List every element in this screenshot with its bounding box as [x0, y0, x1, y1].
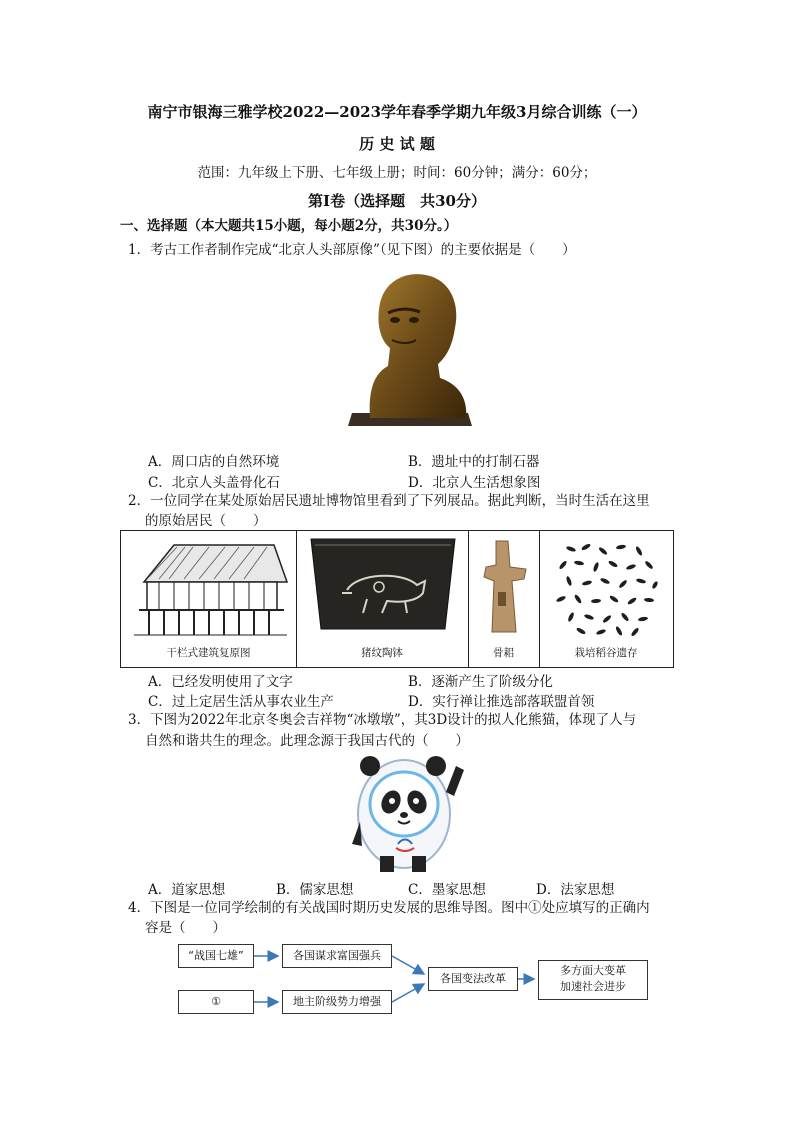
- exam-title: 南宁市银海三雅学校2022—2023学年春季学期九年级3月综合训练（一）: [147, 103, 647, 121]
- q1-option-c: C．北京人头盖骨化石: [148, 475, 280, 491]
- caption-stilt-house: 干栏式建筑复原图: [166, 647, 251, 659]
- q3-stem-line1: 3．下图为2022年北京冬奥会吉祥物“冰墩墩”，其3D设计的拟人化熊猫，体现了人与: [128, 712, 637, 728]
- caption-bone-spade: 骨耜: [493, 647, 514, 659]
- peking-man-bust-image: [340, 268, 480, 428]
- q1-option-b: B．遗址中的打制石器: [408, 454, 540, 470]
- mindmap-box-seven-states: “战国七雄”: [178, 944, 254, 968]
- mindmap-box-blank-1: ①: [178, 990, 254, 1014]
- q2-option-d: D．实行禅让推选部落联盟首领: [408, 694, 595, 710]
- mindmap-great-change-line2: 加速社会进步: [560, 980, 626, 993]
- bing-dwen-dwen-mascot-image: [346, 752, 466, 874]
- part-title: 第Ⅰ卷（选择题 共30分）: [308, 192, 486, 210]
- q3-stem-line2: 自然和谐共生的理念。此理念源于我国古代的（ ）: [145, 733, 469, 749]
- q2-option-b: B．逐渐产生了阶级分化: [408, 674, 553, 690]
- exam-scope: 范围：九年级上下册、七年级上册；时间：60分钟；满分：60分；: [197, 165, 597, 181]
- bone-spade-image: [476, 537, 534, 637]
- section-heading: 一、选择题（本大题共15小题，每小题2分，共30分。）: [120, 218, 458, 234]
- q3-option-d: D．法家思想: [536, 882, 615, 898]
- q3-option-b: B．儒家思想: [276, 882, 354, 898]
- mindmap-box-wealth-power: 各国谋求富国强兵: [282, 944, 392, 968]
- q3-option-c: C．墨家思想: [408, 882, 486, 898]
- q1-option-a: A．周口店的自然环境: [148, 454, 280, 470]
- mindmap-great-change-line1: 多方面大变革: [560, 964, 626, 977]
- q2-option-c: C．过上定居生活从事农业生产: [148, 694, 334, 710]
- caption-pig-bowl: 猪纹陶钵: [361, 647, 403, 659]
- q2-exhibit-table: [120, 530, 674, 668]
- q4-mind-map: [170, 940, 660, 1020]
- caption-rice-remains: 栽培稻谷遗存: [574, 647, 638, 659]
- subject-title: 历 史 试 题: [359, 135, 435, 153]
- q3-option-a: A．道家思想: [148, 882, 226, 898]
- q4-stem-line2: 容是（ ）: [145, 920, 226, 936]
- q2-stem-line2: 的原始居民（ ）: [145, 513, 267, 529]
- pig-pottery-bowl-image: [307, 535, 459, 633]
- q2-option-a: A．已经发明使用了文字: [148, 674, 293, 690]
- stilt-house-image: [129, 537, 289, 639]
- rice-grains-image: [551, 537, 663, 637]
- mindmap-box-landlord-class: 地主阶级势力增强: [282, 990, 392, 1014]
- q1-stem: 1．考古工作者制作完成“北京人头部原像”（见下图）的主要依据是（ ）: [128, 242, 576, 258]
- mindmap-box-reforms: 各国变法改革: [428, 967, 518, 991]
- mindmap-box-great-change: [538, 960, 648, 1000]
- q4-stem-line1: 4．下图是一位同学绘制的有关战国时期历史发展的思维导图。图中①处应填写的正确内: [128, 900, 650, 916]
- q1-option-d: D．北京人生活想象图: [408, 475, 541, 491]
- q2-stem-line1: 2．一位同学在某处原始居民遗址博物馆里看到了下列展品。据此判断，当时生活在这里: [128, 493, 650, 509]
